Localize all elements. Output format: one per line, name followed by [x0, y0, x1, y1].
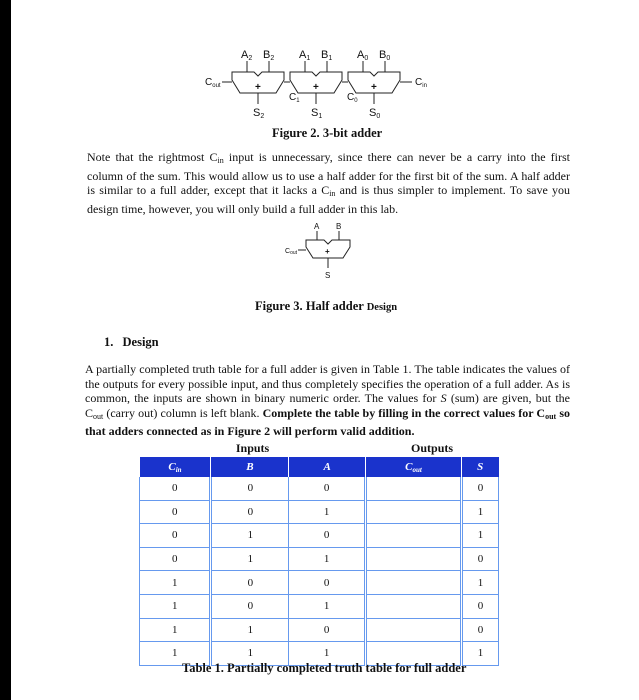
col-header-cout: $C_{out}$ [366, 457, 462, 477]
cell-s: 0 [461, 547, 498, 571]
outputs-group-header: Outputs [411, 441, 454, 455]
cell-cout[interactable] [366, 524, 462, 548]
half-adder-input-a: A [314, 222, 320, 231]
cell-a: 0 [289, 524, 366, 548]
figure3-caption-text: Half adder [302, 299, 367, 313]
section-heading [104, 335, 159, 350]
cell-cin: 1 [140, 594, 211, 618]
para2-text-3: (carry out) column is left blank. [103, 405, 263, 420]
input-label-b0: B0 [379, 49, 391, 62]
table-row [140, 500, 499, 524]
para1-text-3: and is thus simpler to implement. To save you design time, however, you will only build a full adder in this lab. [87, 183, 570, 216]
cell-cin: 0 [140, 547, 211, 571]
para2-s-label: S [440, 391, 447, 406]
cell-b: 1 [211, 642, 289, 666]
cell-b: 1 [211, 547, 289, 571]
para1-sub-2: in [329, 189, 336, 199]
figure2-caption [272, 126, 382, 141]
truth-table [139, 440, 499, 666]
cell-cout[interactable] [366, 571, 462, 595]
para1-text-2: input is unnecessary, since there can never be a carry into the first column of the sum. This would allow us to use a half adder for the first bit of the sum. A half adder is similar to a full adder, except that it lacks a C [87, 150, 570, 198]
cell-b: 0 [211, 500, 289, 524]
cell-a: 0 [289, 571, 366, 595]
figure2-caption-text: 3-bit adder [319, 126, 383, 140]
cell-a: 1 [289, 500, 366, 524]
col-header-cin: $C_{in}$ [140, 457, 211, 477]
cell-cout[interactable] [366, 618, 462, 642]
cell-cin: 0 [140, 524, 211, 548]
input-label-b1: B1 [321, 49, 333, 62]
cell-cin: 1 [140, 571, 211, 595]
table1-caption-text: Partially completed truth table for full adder [223, 661, 467, 675]
half-adder-paragraph [87, 150, 570, 216]
cell-s: 0 [461, 477, 498, 500]
table-row [140, 524, 499, 548]
para2-bold-instruction: Complete the table by filling in the correct values for $C_{out}$ so that adders connected as in Figure 2 will perform valid addition. [85, 405, 571, 439]
cell-b: 0 [211, 571, 289, 595]
para1-text-1: Note that the rightmost C [87, 150, 218, 164]
cell-cin: 0 [140, 500, 211, 524]
input-label-b2: B2 [263, 49, 275, 62]
half-adder-input-b: B [336, 222, 342, 231]
carry-label-c1: $C_1$ [289, 92, 300, 104]
cell-a: 1 [289, 642, 366, 666]
half-adder-plus-sign: + [325, 247, 330, 256]
col-header-b: B [211, 457, 289, 477]
cell-a: 1 [289, 547, 366, 571]
inputs-group-header: Inputs [235, 441, 270, 455]
carry-label-c0: $C_0$ [347, 92, 358, 104]
table-row [140, 618, 499, 642]
truth-table-paragraph [85, 362, 570, 439]
sum-label-s1: S1 [311, 107, 323, 120]
cell-s: 1 [461, 500, 498, 524]
cell-a: 0 [289, 618, 366, 642]
cell-b: 0 [211, 594, 289, 618]
cout-label: $C_{out}$ [205, 77, 221, 89]
cell-s: 1 [461, 642, 498, 666]
sum-label-s2: S2 [253, 107, 265, 120]
plus-sign-0: + [371, 82, 377, 93]
cell-s: 1 [461, 524, 498, 548]
cell-cin: 1 [140, 618, 211, 642]
half-adder-sum-label: S [325, 271, 331, 280]
cell-cout[interactable] [366, 500, 462, 524]
cell-cin: 1 [140, 642, 211, 666]
para1-sub-1: in [217, 156, 224, 165]
para2-text-1: A partially completed truth table for a full adder is given in Table 1. The table indicates the values of the outputs for every possible input, and thus completely specifies the operation of a full adder. As is common, the inputs are shown in binary numeric order. The values for [85, 362, 570, 406]
cell-b: 1 [211, 618, 289, 642]
sum-label-s0: S0 [369, 107, 381, 120]
cell-cout[interactable] [366, 547, 462, 571]
section-title: Design [122, 335, 159, 349]
input-label-a0: A0 [357, 49, 369, 62]
input-label-a2: A2 [241, 49, 253, 62]
cell-s: 0 [461, 594, 498, 618]
figure3-caption-small: Design [366, 302, 398, 313]
table-row [140, 594, 499, 618]
table1-caption [182, 661, 466, 676]
cell-a: 1 [289, 594, 366, 618]
table-row [140, 477, 499, 500]
cell-cout[interactable] [366, 594, 462, 618]
cell-b: 0 [211, 477, 289, 500]
table-row [140, 571, 499, 595]
cell-b: 1 [211, 524, 289, 548]
col-header-a: A [289, 457, 366, 477]
cin-label: $C_{in}$ [415, 77, 427, 89]
cell-cin: 0 [140, 477, 211, 500]
para2-text-2: (sum) are given, but the C [85, 391, 570, 420]
cell-a: 0 [289, 477, 366, 500]
cell-cout[interactable] [366, 477, 462, 500]
figure2-caption-prefix: Figure 2. [272, 126, 320, 140]
para2-sub-1: out [93, 411, 104, 421]
half-adder-cout-label: Cout [285, 248, 298, 256]
plus-sign-2: + [255, 82, 261, 93]
input-label-a1: A1 [299, 49, 311, 62]
table-row [140, 547, 499, 571]
cell-s: 1 [461, 571, 498, 595]
figure3-caption-prefix: Figure 3. [255, 299, 303, 313]
section-number: 1. [104, 335, 114, 349]
cell-s: 0 [461, 618, 498, 642]
table1-caption-prefix: Table 1. [182, 661, 224, 675]
figure3-caption [255, 299, 397, 314]
plus-sign-1: + [313, 82, 319, 93]
col-header-s: S [461, 457, 498, 477]
